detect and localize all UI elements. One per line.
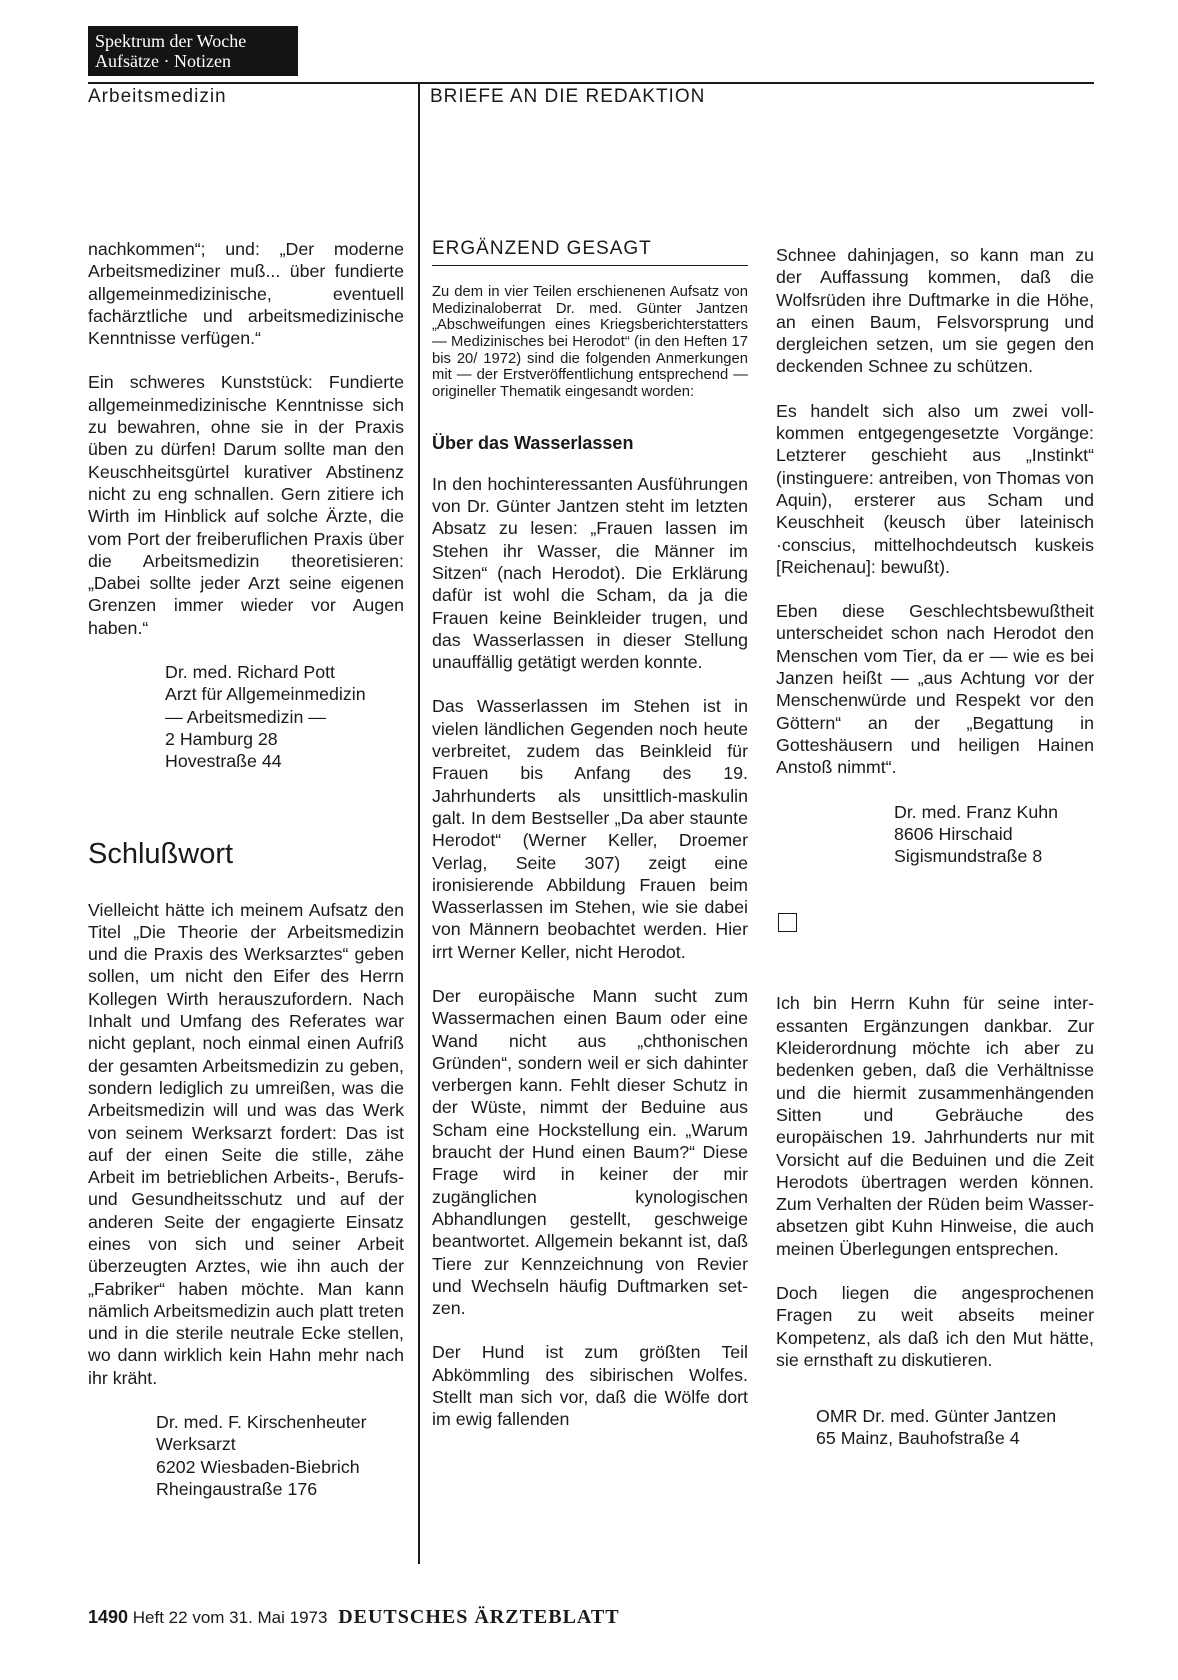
paragraph: Eben diese Geschlechtsbewußtheit unterscheidet schon nach Herodot den Menschen vom Tier, da er — wie es bei Janzen heißt — „aus Achtung vor der Menschenwürde und Respekt vor den Göttern“ an der „Begattung in Gotteshäusern und heiligen Hainen Anstoß nimmt“.: [776, 601, 1094, 778]
heading-schlusswort: Schlußwort: [88, 837, 234, 870]
badge-line-1: Spektrum der Woche: [95, 31, 247, 51]
signature-kuhn: Dr. med. Franz Kuhn 8606 Hirschaid Sigismundstraße 8: [894, 801, 1059, 867]
signature-pott: Dr. med. Richard Pott Arzt für Allgemeinmedizin — Arbeitsmedizin — 2 Hamburg 28 Hovestraße 44: [165, 662, 366, 772]
signature-jantzen: OMR Dr. med. Günter Jantzen 65 Mainz, Bauhofstraße 4: [816, 1406, 1057, 1449]
intro-text: Zu dem in vier Teilen erschienenen Aufsatz von Medizinaloberrat Dr. med. Günter Jantzen „Abschweifungen eines Kriegsberichterstatters — Medizinisches bei Herodot“ (in den Heften 17 bis 20/ 1972) sind die folgenden Anmerkungen mit — der Erstveröffentlichung entsprechend — origineller Thematik eingesandt worden:: [432, 284, 748, 400]
section-badge: [88, 26, 298, 76]
paragraph: Schnee dahinjagen, so kann man zu der Auffassung kommen, daß die Wolfsrüden ihre Duftmarke in die Höhe, an einen Baum, Felsvorsprung und dergleichen setzen, um sie gegen den deckenden Schnee zu schützen.: [776, 245, 1094, 377]
badge-line-2: Aufsätze · Notizen: [95, 51, 231, 71]
paragraph: Doch liegen die angesprochenen Fragen zu weit abseits meiner Kompetenz, als daß ich den Mut hätte, sie ernsthaft zu diskutieren.: [776, 1282, 1094, 1370]
end-mark-box: [778, 913, 797, 932]
paragraph: Ein schweres Kunststück: Fundierte allgemeinmedizinische Kenntnisse sich zu bewahren, ohne sie in der Praxis üben zu dürfen! Darum sollte man den Keuschheitsgürtel kurativer Abstinenz nicht zu eng schnallen. Gern zitiere ich Wirth im Hinblick auf solche Ärzte, die vom Port der freiberuflichen Praxis über die Arbeitsmedizin theoretisieren: „Dabei sollte jeder Arzt seine eigenen Grenzen immer wieder vor Augen haben.“: [88, 372, 404, 638]
column-2: [432, 238, 748, 1431]
subheading-wasserlassen: Über das Wasserlassen: [432, 433, 634, 454]
section-label-left: Arbeitsmedizin: [88, 86, 227, 107]
paragraph: In den hochinteressanten Ausführungen von Dr. Günter Jantzen steht im letzten Absatz zu lesen: „Frauen lassen im Stehen ihr Wasser, die Männer im Sitzen“ (nach Herodot). Die Erklärung dafür ist wohl die Scham, da ja die Frauen keine Beinkleider trugen, und das Wasserlassen in dieser Stellung unauffällig getätigt werden konnte.: [432, 473, 748, 673]
paragraph: Vielleicht hätte ich meinem Aufsatz den Titel „Die Theorie der Arbeitsmedizin und die Praxis des Werksarztes“ geben sollen, um nicht den Eifer des Herrn Kollegen Wirth herauszufordern. Nach Inhalt und Umfang des Referates war nicht geplant, noch einmal einen Aufriß der gesamten Arbeitsmedizin zu geben, sondern lediglich zu umreißen, was die Arbeitsmedizin will und was das Werk von seinem Werksarzt fordert: Das ist auf der einen Seite die stille, zähe Arbeit im betrieblichen Arbeits-, Berufs- und Gesundheitsschutz und auf der anderen Seite der engagierte Einsatz eines von sich und seiner Arbeit überzeugten Arztes, wie ihn auch der „Fabriker“ haben möchte. Man kann nämlich Arbeitsmedizin auch platt treten und in die sterile neutrale Ecke stellen, wo dann wirklich kein Hahn mehr nach ihr kräht.: [88, 899, 404, 1388]
paragraph: Der Hund ist zum größten Teil Abkömmling des sibirischen Wolfes. Stellt man sich vor, daß die Wölfe dort im ewig fallenden: [432, 1342, 748, 1430]
heading-ergaenzend-gesagt: ERGÄNZEND GESAGT: [432, 238, 748, 266]
header-rule: [88, 82, 1094, 84]
issue-info: Heft 22 vom 31. Mai 1973: [132, 1608, 328, 1627]
paragraph: nachkommen“; und: „Der moderne Arbeitsmediziner muß... über fundierte allgemeinmedizinische, eventuell fachärztliche und arbeitsmedizinische Kenntnisse verfügen.“: [88, 239, 404, 349]
page-number: 1490: [88, 1607, 129, 1627]
journal-name: DEUTSCHES ÄRZTEBLATT: [338, 1606, 620, 1628]
paragraph: Es handelt sich also um zwei vollkommen entgegengesetzte Vorgänge: Letzterer geschieht aus „Instinkt“ (instinguere: antreiben, von Thomas von Aquin), ersterer aus Scham und Keuschheit (keusch über lateinisch ·conscius, mittelhochdeutsch kuskeis [Reichenau]: bewußt).: [776, 400, 1094, 577]
signature-kirschenheuter: Dr. med. F. Kirschenheuter Werksarzt 6202 Wiesbaden-Biebrich Rheingaustraße 176: [156, 1412, 367, 1499]
paragraph: Der europäische Mann sucht zum Wassermachen einen Baum oder eine Wand nicht aus „chthonischen Gründen“, sondern weil er sich dahinter verbergen kann. Fehlt dieser Schutz in der Wüste, nimmt der Beduine aus Scham eine Hockstellung ein. „Warum braucht der Hund einen Baum?“ Diese Frage wird in keiner der mir zugänglichen kynologischen Abhandlungen gestellt, geschweige beantwortet. Allgemein bekannt ist, daß Tiere zur Kennzeichnung von Revier und Wechseln häufig Duftmarken setzen.: [432, 985, 748, 1319]
column-3: [776, 244, 1094, 1472]
column-1: [88, 238, 404, 1522]
paragraph: Das Wasserlassen im Stehen ist in vielen ländlichen Gegenden noch heute verbreitet, zudem das Beinkleid für Frauen bis Anfang des 19. Jahrhunderts als unsittlich-maskulin galt. In dem Bestseller „Da aber staunte Herodot“ (Werner Keller, Droemer Verlag, Seite 307) zeigt eine ironisierende Abbildung Frauen beim Wasserlassen im Stehen, wie sie dabei von Männern beobachtet werden. Hier irrt Werner Keller, nicht Herodot.: [432, 696, 748, 962]
paragraph: Ich bin Herrn Kuhn für seine interessanten Ergänzungen dankbar. Zur Kleiderordnung möchte ich aber zu bedenken geben, daß die Verhältnisse und die hiermit zusammenhängenden Sitten und Gebräuche des europäischen 19. Jahrhunderts nur mit Vorsicht auf die Beduinen und die Zeit Herodots übertragen werden können. Zum Verhalten der Rüden beim Wasserabsetzen gibt Kuhn Hinweise, die auch meinen Überlegungen entsprechen.: [776, 993, 1094, 1259]
column-divider: [418, 84, 420, 1564]
section-label-right: BRIEFE AN DIE REDAKTION: [430, 86, 706, 107]
page-footer: [88, 1606, 620, 1629]
